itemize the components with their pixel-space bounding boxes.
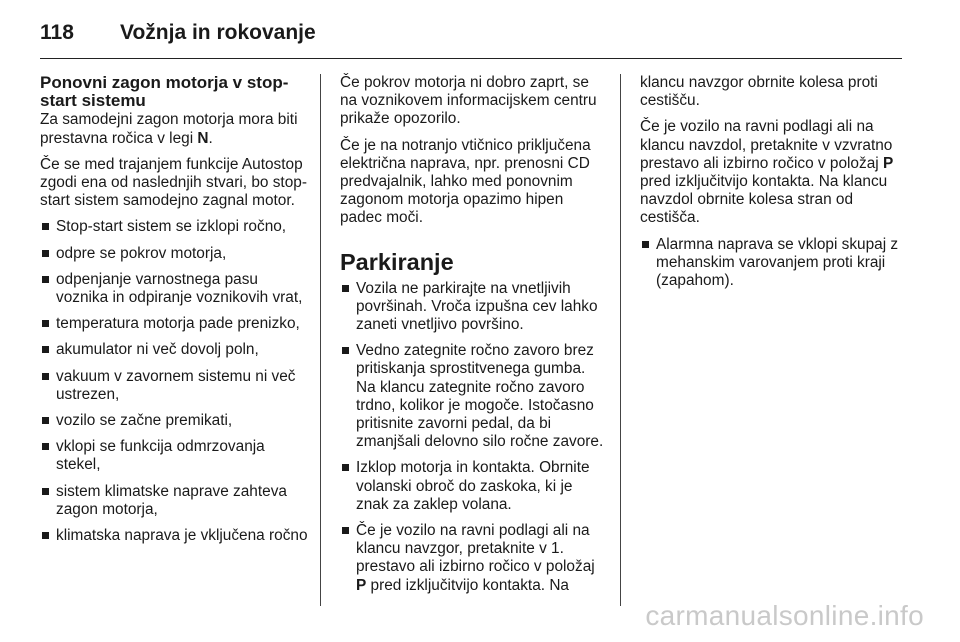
list-item: vozilo se začne premikati, — [40, 412, 308, 430]
bullet-list — [40, 218, 308, 545]
bullet-list — [640, 236, 908, 291]
list-item: Izklop motorja in kontakta. Obrnite volanski obroč do zaskoka, ki je znak za zaklep volana. — [340, 459, 608, 514]
list-item: Stop-start sistem se izklopi ročno, — [40, 218, 308, 236]
column-divider-1 — [320, 74, 321, 606]
section-subheading: Ponovni zagon motorja v stop-start sistemu — [40, 73, 289, 111]
column-1 — [40, 74, 308, 553]
column-2 — [340, 74, 608, 603]
paragraph: klancu navzgor obrnite kolesa proti cestišču. — [640, 74, 878, 110]
page-header — [40, 18, 316, 48]
list-item: Vedno zategnite ročno zavoro brez pritiskanja sprostitvenega gumba. Na klancu zategnite ročno zavoro trdno, kolikor je mogoče. Istočasno pritisnite zavorni pedal, da bi zmanjšali delovno silo ročne zavore. — [340, 342, 608, 451]
gear-letter: P — [356, 576, 367, 594]
section-heading: Parkiranje — [340, 248, 454, 275]
bullet-list — [340, 280, 608, 595]
chapter-title: Vožnja in rokovanje — [120, 21, 316, 44]
header-rule — [40, 58, 902, 59]
gear-letter: N — [197, 129, 209, 147]
column-3 — [640, 74, 908, 298]
list-item: Če je vozilo na ravni podlagi ali na klancu navzgor, pretaknite v 1. prestavo ali izbirno ročico v položaj P pred izključitvijo kontakta. Na — [340, 522, 608, 595]
list-item: vklopi se funkcija odmrzovanja stekel, — [40, 438, 308, 474]
paragraph: Če se med trajanjem funkcije Autostop zgodi ena od naslednjih stvari, bo stop-start sistem samodejno zagnal motor. — [40, 155, 307, 210]
gear-letter: P — [882, 154, 894, 172]
paragraph: Če je na notranjo vtičnico priključena električna naprava, npr. prenosni CD predvajalnik, lahko med ponovnim zagonom motorja opazimo hipen padec moči. — [340, 136, 591, 227]
list-item: odpre se pokrov motorja, — [40, 245, 308, 263]
paragraph: Za samodejni zagon motorja mora biti prestavna ročica v legi N. — [40, 111, 298, 147]
list-item: klimatska naprava je vključena ročno — [40, 527, 308, 545]
paragraph: Če je vozilo na ravni podlagi ali na klancu navzdol, pretaknite v vzvratno prestavo ali izbirno ročico v položaj P pred izključitvijo kontakta. Na klancu navzdol obrnite kolesa stran od cestišča. — [640, 118, 894, 227]
list-item: odpenjanje varnostnega pasu voznika in odpiranje voznikovih vrat, — [40, 271, 308, 307]
list-item: sistem klimatske naprave zahteva zagon motorja, — [40, 483, 308, 519]
list-item: temperatura motorja pade prenizko, — [40, 315, 308, 333]
column-divider-2 — [620, 74, 621, 606]
list-item: akumulator ni več dovolj poln, — [40, 341, 308, 359]
paragraph: Če pokrov motorja ni dobro zaprt, se na voznikovem informacijskem centru prikaže opozorilo. — [340, 74, 597, 128]
list-item: vakuum v zavornem sistemu ni več ustrezen, — [40, 368, 308, 404]
list-item: Vozila ne parkirajte na vnetljivih površinah. Vroča izpušna cev lahko zaneti vnetljivo površino. — [340, 280, 608, 335]
page-number: 118 — [40, 21, 74, 44]
watermark: carmanualsonline.info — [645, 600, 924, 631]
list-item: Alarmna naprava se vklopi skupaj z mehanskim varovanjem proti kraji (zapahom). — [640, 236, 908, 291]
